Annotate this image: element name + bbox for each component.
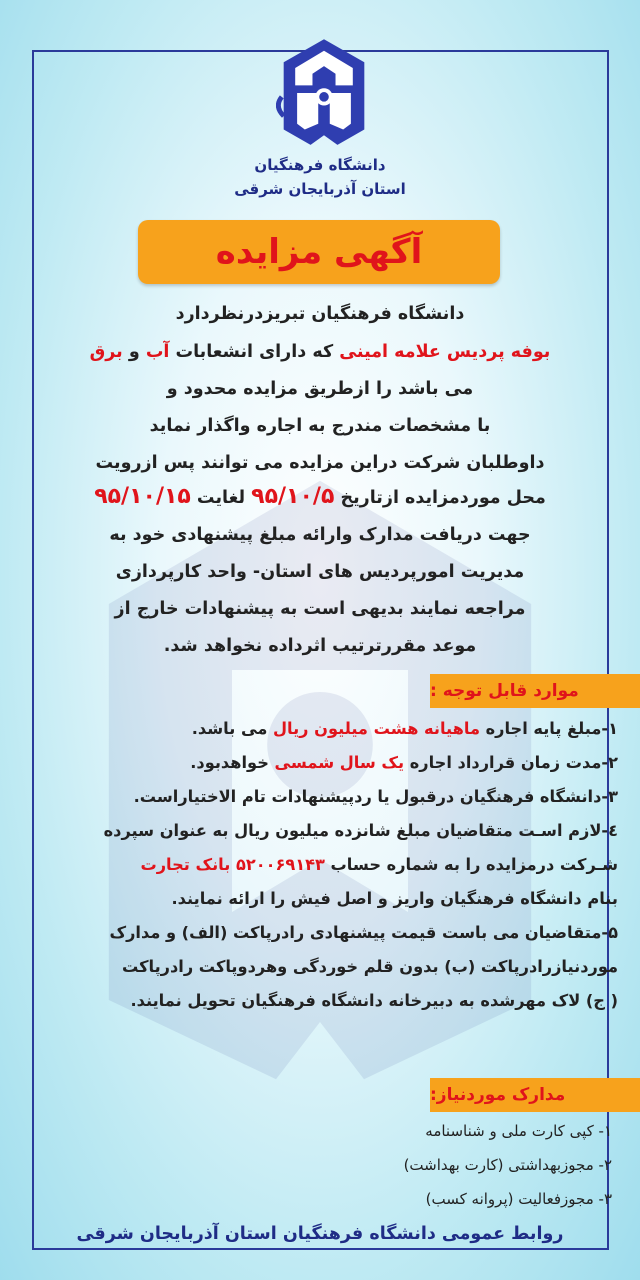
account-number: ۵۲۰۰۶۹۱۴۳ بانک تجارت: [140, 855, 325, 874]
intro-line-10: موعد مقررترتیب اثرداده نخواهد شد.: [163, 636, 477, 656]
documents-heading-banner: [430, 1078, 640, 1112]
note-text: شـرکت درمزایده را به شماره حساب: [324, 855, 618, 874]
note-item-3: ۳-دانشگاه فرهنگیان درقبول یا ردپیشنهادات تام الاختیاراست.: [133, 787, 618, 806]
footer-public-relations: روابط عمومی دانشگاه فرهنگیان استان آذربایجان شرقی: [76, 1224, 564, 1244]
note-highlight: یک سال شمسی: [274, 753, 405, 772]
document-item-2: ۲- مجوزبهداشتی (کارت بهداشت): [403, 1156, 612, 1174]
note-text: ۲-مدت زمان قرارداد اجاره: [404, 753, 618, 772]
intro-line-7: جهت دریافت مدارک وارائه مبلغ پیشنهادی خود به: [109, 525, 531, 545]
note-item-5-line-1: ۵-متقاضیان می باست قیمت پیشنهادی رادرپاکت (الف) و مدارک: [109, 923, 618, 942]
notes-heading-banner: [430, 674, 640, 708]
document-item-3: ۳- مجوزفعالیت (پروانه کسب): [425, 1190, 612, 1208]
note-item-4-line-1: ٤-لازم اسـت متقاضیان مبلغ شانزده میلیون ریال به عنوان سپرده: [103, 821, 618, 840]
documents-list: [212, 1114, 612, 1216]
intro-text: که دارای انشعابات: [169, 342, 340, 362]
note-item-1: [18, 712, 618, 746]
start-date: ۹۵/۱۰/۵: [251, 484, 335, 509]
intro-line-4: با مشخصات مندرج به اجاره واگذار نماید: [149, 416, 491, 436]
intro-line-1: دانشگاه فرهنگیان تبریزدرنظردارد: [175, 304, 465, 324]
page-title: آگهی مزایده: [215, 232, 423, 272]
intro-text: محل موردمزایده ازتاریخ: [334, 488, 546, 508]
university-name-line2: استان آذربایجان شرقی: [234, 180, 406, 198]
notes-heading: موارد قابل توجه :: [430, 681, 579, 701]
intro-highlight-buffet: بوفه پردیس علامه امینی: [339, 342, 551, 362]
intro-highlight-electricity: برق: [89, 342, 123, 362]
note-highlight: ماهیانه هشت میلیون ریال: [272, 719, 480, 738]
university-logo-icon: [276, 34, 372, 152]
document-item-1: ۱- کپی کارت ملی و شناسنامه: [425, 1122, 612, 1140]
intro-line-3: می باشد را ازطریق مزایده محدود و: [166, 379, 474, 399]
intro-line-8: مدیریت امورپردیس های استان- واحد کارپردازی: [115, 562, 525, 582]
intro-text: و: [122, 342, 146, 362]
intro-line-2: [60, 336, 580, 368]
note-item-5-line-3: ( ج) لاک مهرشده به دبیرخانه دانشگاه فرهنگیان تحویل نمایند.: [130, 991, 618, 1010]
university-name-line1: دانشگاه فرهنگیان: [254, 156, 386, 174]
title-banner: [138, 220, 500, 284]
intro-line-6: [60, 481, 580, 514]
intro-line-5: داوطلبان شرکت دراین مزایده می توانند پس ازرویت: [95, 453, 545, 473]
intro-highlight-water: آب: [145, 342, 170, 362]
note-item-2: [18, 746, 618, 780]
note-item-4-line-2: [18, 848, 618, 882]
documents-heading: مدارک موردنیاز:: [430, 1085, 566, 1105]
note-text: خواهدبود.: [190, 753, 275, 772]
intro-text: لغایت: [190, 488, 252, 508]
note-item-5-line-2: موردنیازرادرپاکت (ب) بدون قلم خوردگی وهردوپاکت رادرپاکت: [121, 957, 618, 976]
end-date: ۹۵/۱۰/۱۵: [94, 484, 191, 509]
intro-line-9: مراجعه نمایند بدیهی است به پیشنهادات خارج از: [114, 599, 526, 619]
note-item-4-line-3: بنام دانشگاه فرهنگیان واریز و اصل فیش را ارائه نمایند.: [171, 889, 618, 908]
note-text: ۱-مبلغ پایه اجاره: [479, 719, 618, 738]
notes-list: [18, 712, 618, 1018]
note-text: می باشد.: [191, 719, 273, 738]
